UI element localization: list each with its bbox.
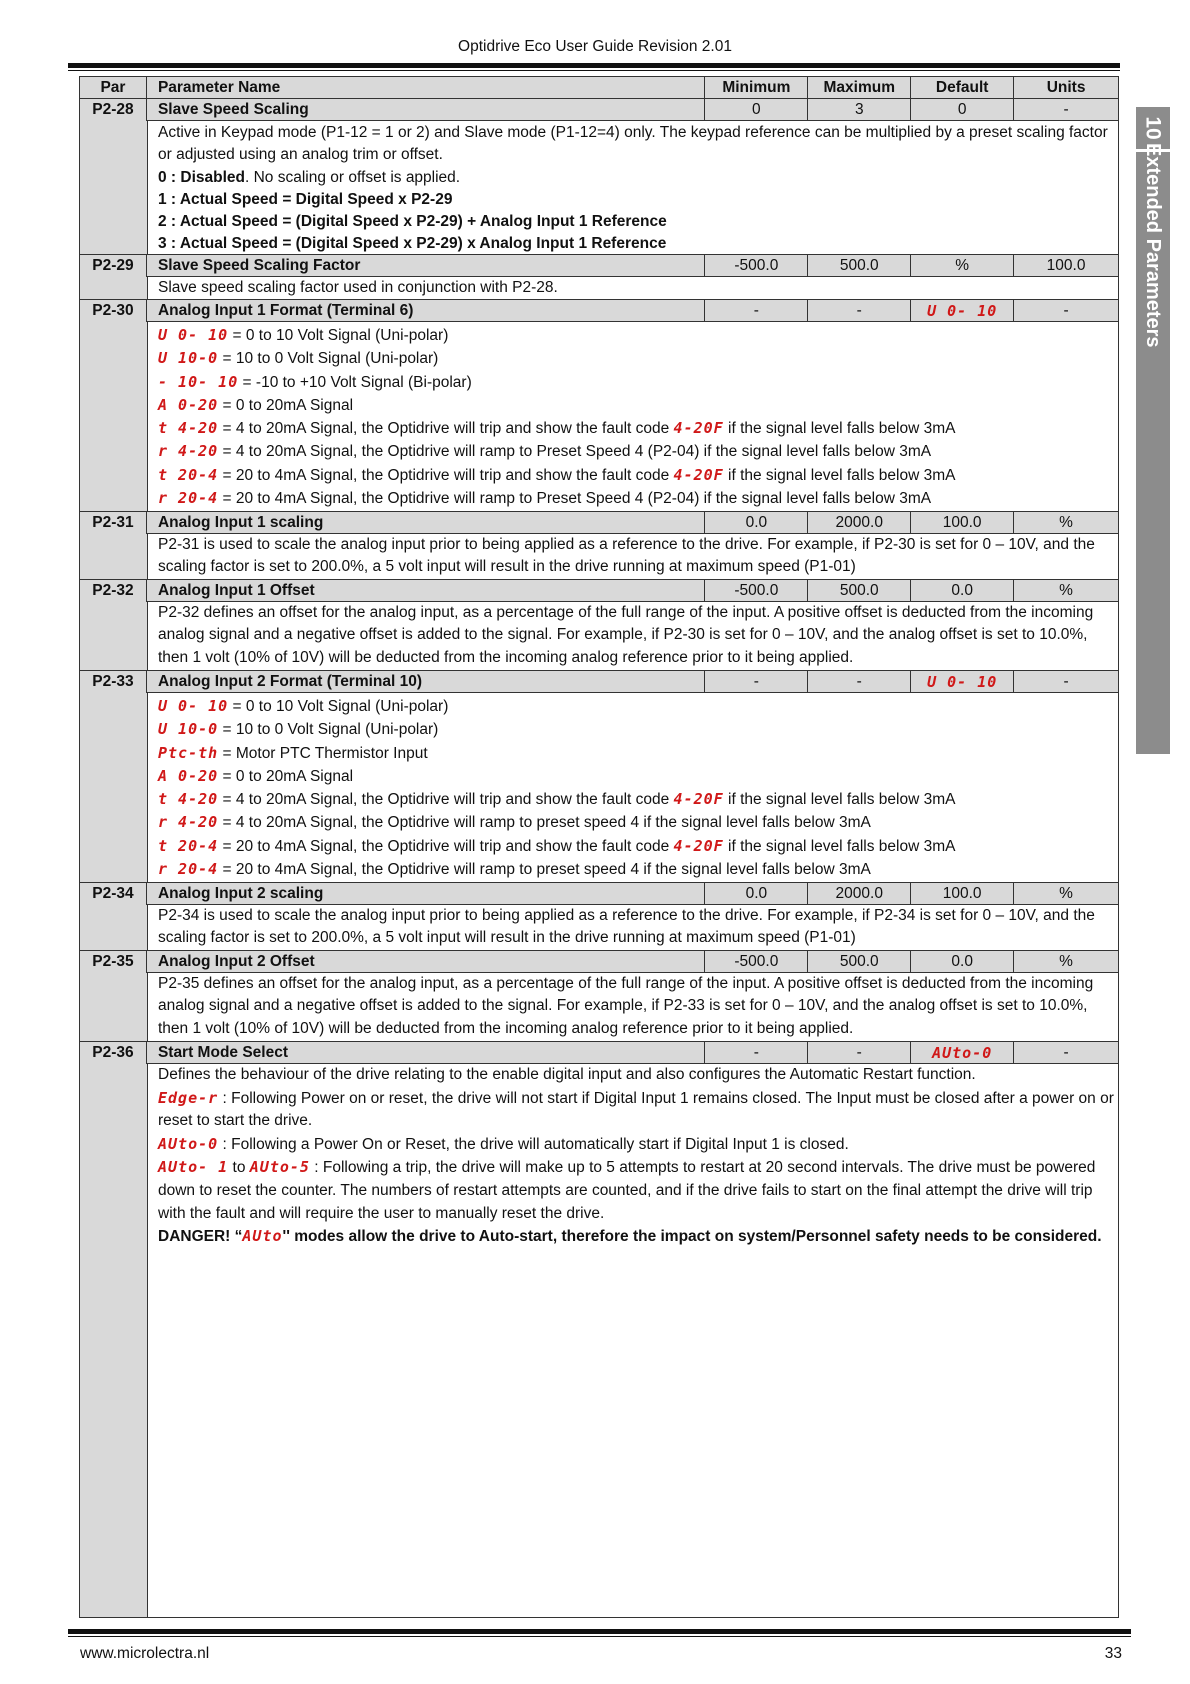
description-text: 2 : Actual Speed = (Digital Speed x P2-29) + Analog Input 1 Reference [158,213,667,231]
table-row [80,1042,1118,1064]
param-max: 2000.0 [808,512,911,534]
chapter-number: 10 [1136,107,1170,152]
param-description [147,973,1118,1042]
description-text: P2-32 defines an offset for the analog input, as a percentage of the full range of the input. A positive offset is deducted from the incoming analog signal and a negative offset is added to the signal. For example, if P2-30 is set for 0 – 10V, and the analog offset is set to 10.0%, then 1 volt (10% of 10V) will be deducted from the incoming analog reference prior to it being applied. [158,604,1094,666]
param-default: 100.0 [911,883,1014,905]
description-text: Slave speed scaling factor used in conjunction with P2-28. [158,279,558,296]
table-row [80,99,1118,121]
option-line: t 4-20 = 4 to 20mA Signal, the Optidrive will trip and show the fault code 4-20F if the signal level falls below 3mA [158,419,956,438]
param-units: - [1014,99,1118,121]
param-description [147,693,1118,883]
option-line: AUto-0 : Following a Power On or Reset, the drive will automatically start if Digital Input 1 is closed. [158,1134,849,1153]
param-min: 0 [705,99,808,121]
param-default: 0 [911,99,1014,121]
option-line: r 4-20 = 4 to 20mA Signal, the Optidrive will ramp to Preset Speed 4 (P2-04) if the signal level falls below 3mA [158,442,932,461]
param-default: 100.0 [911,512,1014,534]
col-header-max: Maximum [808,77,911,99]
param-min: -500.0 [705,951,808,973]
option-line: Ptc-th = Motor PTC Thermistor Input [158,743,428,762]
param-units: % [1014,512,1118,534]
param-default: U 0- 10 [911,671,1014,693]
param-description [147,534,1118,580]
param-description [147,322,1118,512]
par-id: P2-30 [80,300,147,322]
footer-rule [68,1629,1131,1634]
param-name: Analog Input 1 scaling [147,512,705,534]
table-row [80,300,1118,322]
param-description [147,602,1118,671]
param-min: - [705,1042,808,1064]
option-line: U 0- 10 = 0 to 10 Volt Signal (Uni-polar) [158,697,449,715]
table-row [80,883,1118,905]
col-header-default: Default [911,77,1014,99]
par-id: P2-36 [80,1042,147,1064]
param-description [147,1064,1118,1617]
param-name: Analog Input 1 Format (Terminal 6) [147,300,705,322]
par-id: P2-34 [80,883,147,905]
option-line: t 20-4 = 20 to 4mA Signal, the Optidrive will trip and show the fault code 4-20F if the signal level falls below 3mA [158,465,956,484]
description-text: Active in Keypad mode (P1-12 = 1 or 2) and Slave mode (P1-12=4) only. The keypad reference can be multiplied by a preset scaling factor or adjusted using an analog trim or offset. [158,124,1108,164]
param-min: - [705,300,808,322]
description-text: P2-31 is used to scale the analog input prior to being applied as a reference to the drive. For example, if P2-30 is set for 0 – 10V, and the scaling factor is set to 200.0%, a 5 volt input will result in the drive running at maximum speed (P1-01) [158,536,1095,576]
param-name: Analog Input 2 Format (Terminal 10) [147,671,705,693]
table-row [80,580,1118,602]
param-min: - [705,671,808,693]
chapter-side-tab [1136,107,1170,754]
param-name: Analog Input 2 scaling [147,883,705,905]
description-text: Defines the behaviour of the drive relating to the enable digital input and also configures the Automatic Restart function. [158,1066,976,1083]
param-max: 2000.0 [808,883,911,905]
param-units: - [1014,671,1118,693]
description-text: P2-35 defines an offset for the analog input, as a percentage of the full range of the input. A positive offset is deducted from the incoming analog signal and a negative offset is added to the signal. For example, if P2-33 is set for 0 – 10V, and the analog offset is set to 10.0%, then 1 volt (10% of 10V) will be deducted from the incoming analog reference prior to it being applied. [158,975,1094,1037]
par-id: P2-31 [80,512,147,534]
param-units: - [1014,1042,1118,1064]
param-min: 0.0 [705,883,808,905]
param-description [147,277,1118,300]
col-header-name: Parameter Name [147,77,705,99]
param-description [147,121,1118,255]
param-units: % [1014,883,1118,905]
param-description [147,905,1118,951]
chapter-label: Extended Parameters [1142,143,1164,348]
param-min: -500.0 [705,580,808,602]
param-max: 500.0 [808,951,911,973]
param-name: Start Mode Select [147,1042,705,1064]
description-text: P2-34 is used to scale the analog input prior to being applied as a reference to the drive. For example, if P2-34 is set for 0 – 10V, and the scaling factor is set to 200.0%, a 5 volt input will result in the drive running at maximum speed (P1-01) [158,907,1095,947]
description-text: 1 : Actual Speed = Digital Speed x P2-29 [158,190,453,208]
option-line: Edge-r : Following Power on or reset, the drive will not start if Digital Input 1 remains closed. The Input must be closed after a power on or reset to start the drive. [158,1088,1114,1130]
option-line: A 0-20 = 0 to 20mA Signal [158,395,354,414]
param-max: - [808,671,911,693]
option-line: AUto- 1 to AUto-5 : Following a trip, the drive will make up to 5 attempts to restart at 20 second intervals. The drive must be powered down to reset the counter. The numbers of restart attempts are counted, and if the drive fails to start on the final attempt the drive will trip with the fault and will require the user to manually reset the drive. [158,1158,1096,1222]
param-name: Slave Speed Scaling [147,99,705,121]
par-id: P2-33 [80,671,147,693]
option-line: U 0- 10 = 0 to 10 Volt Signal (Uni-polar) [158,326,449,344]
option-line: - 10- 10 = -10 to +10 Volt Signal (Bi-polar) [158,372,472,391]
page-header: Optidrive Eco User Guide Revision 2.01 [458,38,732,55]
table-row [80,951,1118,973]
param-default: AUto-0 [911,1042,1014,1064]
par-id: P2-35 [80,951,147,973]
table-row [80,512,1118,534]
param-default: 0.0 [911,951,1014,973]
param-units: % [1014,580,1118,602]
header-rule [68,63,1120,68]
footer-url: www.microlectra.nl [80,1645,210,1662]
option-line: t 4-20 = 4 to 20mA Signal, the Optidrive will trip and show the fault code 4-20F if the signal level falls below 3mA [158,790,956,809]
table-header-row [80,77,1118,99]
param-max: 500.0 [808,255,911,277]
param-name: Analog Input 2 Offset [147,951,705,973]
param-units: % [1014,951,1118,973]
option-line: r 20-4 = 20 to 4mA Signal, the Optidrive will ramp to preset speed 4 if the signal level falls below 3mA [158,860,871,879]
description-text: 3 : Actual Speed = (Digital Speed x P2-29) x Analog Input 1 Reference [158,235,667,253]
table-row [80,671,1118,693]
par-id: P2-29 [80,255,147,277]
param-default: % [911,255,1014,277]
param-min: 0.0 [705,512,808,534]
param-name: Slave Speed Scaling Factor [147,255,705,277]
page-number: 33 [1104,1645,1122,1662]
param-min: -500.0 [705,255,808,277]
header-rule-thin [68,70,1120,71]
col-header-min: Minimum [705,77,808,99]
param-max: - [808,1042,911,1064]
par-id: P2-32 [80,580,147,602]
par-id: P2-28 [80,99,147,121]
param-default: U 0- 10 [911,300,1014,322]
option-line: r 4-20 = 4 to 20mA Signal, the Optidrive will ramp to preset speed 4 if the signal level falls below 3mA [158,813,871,832]
param-max: - [808,300,911,322]
col-header-units: Units [1014,77,1118,99]
col-header-par: Par [80,77,147,99]
param-units: 100.0 [1014,255,1118,277]
option-line: A 0-20 = 0 to 20mA Signal [158,766,354,785]
danger-warning: DANGER! “AUto'' modes allow the drive to Auto-start, therefore the impact on system/Personnel safety needs to be considered. [158,1227,1102,1246]
param-default: 0.0 [911,580,1014,602]
option-line: r 20-4 = 20 to 4mA Signal, the Optidrive will ramp to Preset Speed 4 (P2-04) if the signal level falls below 3mA [158,489,932,508]
param-max: 500.0 [808,580,911,602]
parameter-table [79,76,1119,1618]
option-line: U 10-0 = 10 to 0 Volt Signal (Uni-polar) [158,720,439,739]
param-name: Analog Input 1 Offset [147,580,705,602]
option-line: U 10-0 = 10 to 0 Volt Signal (Uni-polar) [158,349,439,368]
param-max: 3 [808,99,911,121]
footer-rule-thin [68,1636,1131,1637]
option-line: t 20-4 = 20 to 4mA Signal, the Optidrive will trip and show the fault code 4-20F if the signal level falls below 3mA [158,836,956,855]
param-units: - [1014,300,1118,322]
description-text: 0 : Disabled. No scaling or offset is applied. [158,168,461,186]
table-row [80,255,1118,277]
